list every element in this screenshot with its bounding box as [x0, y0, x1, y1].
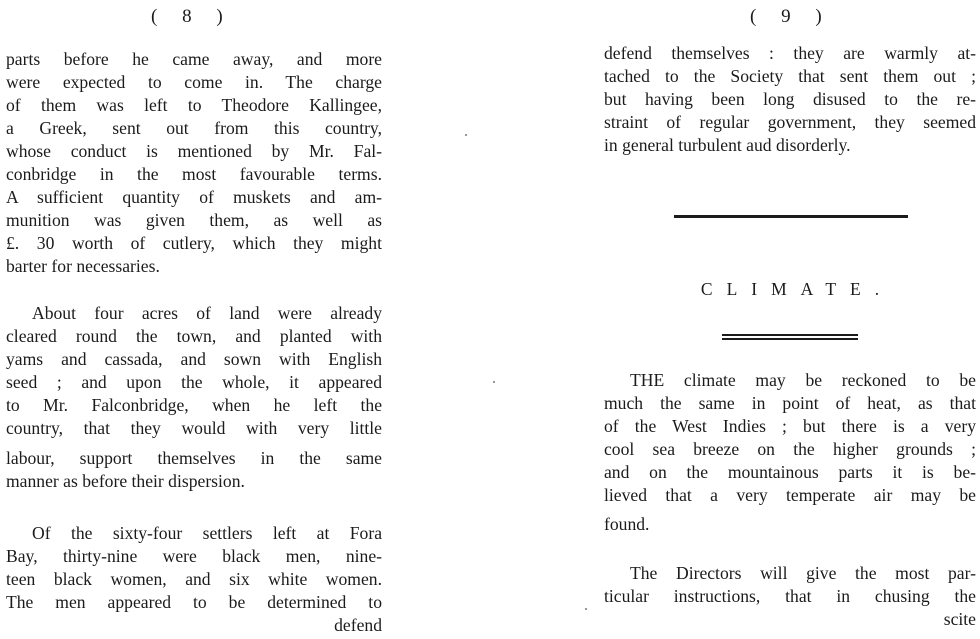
text-line: The Directors will give the most par-	[630, 563, 976, 583]
section-double-rule	[722, 338, 858, 340]
catchword: defend	[334, 615, 382, 635]
text-line: defend themselves : they are warmly at-	[604, 43, 976, 63]
text-line: lieved that a very temperate air may be	[604, 485, 976, 505]
text-line: of them was left to Theodore Kallingee,	[6, 95, 382, 115]
text-line: cool sea breeze on the higher grounds ;	[604, 439, 976, 459]
text-line: in general turbulent aud disorderly.	[604, 135, 851, 155]
text-line: of the West Indies ; but there is a very	[604, 416, 976, 436]
text-line: labour, support themselves in the same	[6, 448, 382, 468]
text-line: £. 30 worth of cutlery, which they might	[6, 233, 382, 253]
text-line: were expected to come in. The charge	[6, 72, 382, 92]
text-line: whose conduct is mentioned by Mr. Fal-	[6, 141, 382, 161]
text-line: conbridge in the most favourable terms.	[6, 164, 382, 184]
paper-speck	[465, 134, 467, 136]
text-line: parts before he came away, and more	[6, 49, 382, 69]
section-rule	[674, 215, 908, 218]
text-line: straint of regular government, they seemed	[604, 112, 976, 132]
text-line: country, that they would with very little	[6, 418, 382, 438]
text-line: About four acres of land were already	[32, 303, 382, 323]
paper-speck	[585, 608, 587, 610]
text-line: yams and cassada, and sown with English	[6, 349, 382, 369]
text-line: much the same in point of heat, as that	[604, 393, 976, 413]
text-line: Bay, thirty-nine were black men, nine-	[6, 546, 382, 566]
text-line: The men appeared to be determined to	[6, 592, 382, 612]
text-line: munition was given them, as well as	[6, 210, 382, 230]
text-line: ticular instructions, that in chusing the	[604, 586, 976, 606]
text-line: seed ; and upon the whole, it appeared	[6, 372, 382, 392]
paper-speck	[493, 381, 495, 383]
text-line: cleared round the town, and planted with	[6, 326, 382, 346]
page-number: ( 8 )	[151, 6, 233, 27]
text-line: THE climate may be reckoned to be	[630, 370, 976, 390]
text-line: and on the mountainous parts it is be-	[604, 462, 976, 482]
text-line: to Mr. Falconbridge, when he left the	[6, 395, 382, 415]
section-double-rule	[722, 334, 858, 336]
text-line: barter for necessaries.	[6, 256, 160, 276]
page-number: ( 9 )	[750, 6, 832, 27]
section-heading: CLIMATE.	[700, 279, 894, 299]
text-line: a Greek, sent out from this country,	[6, 118, 382, 138]
text-line: manner as before their dispersion.	[6, 471, 245, 491]
text-line: teen black women, and six white women.	[6, 569, 382, 589]
text-line: but having been long disused to the re-	[604, 89, 976, 109]
text-line: Of the sixty-four settlers left at Fora	[32, 523, 382, 543]
text-line: A sufficient quantity of muskets and am-	[6, 187, 382, 207]
text-line: found.	[604, 514, 650, 534]
catchword: scite	[943, 609, 976, 629]
text-line: tached to the Society that sent them out ;	[604, 66, 976, 86]
